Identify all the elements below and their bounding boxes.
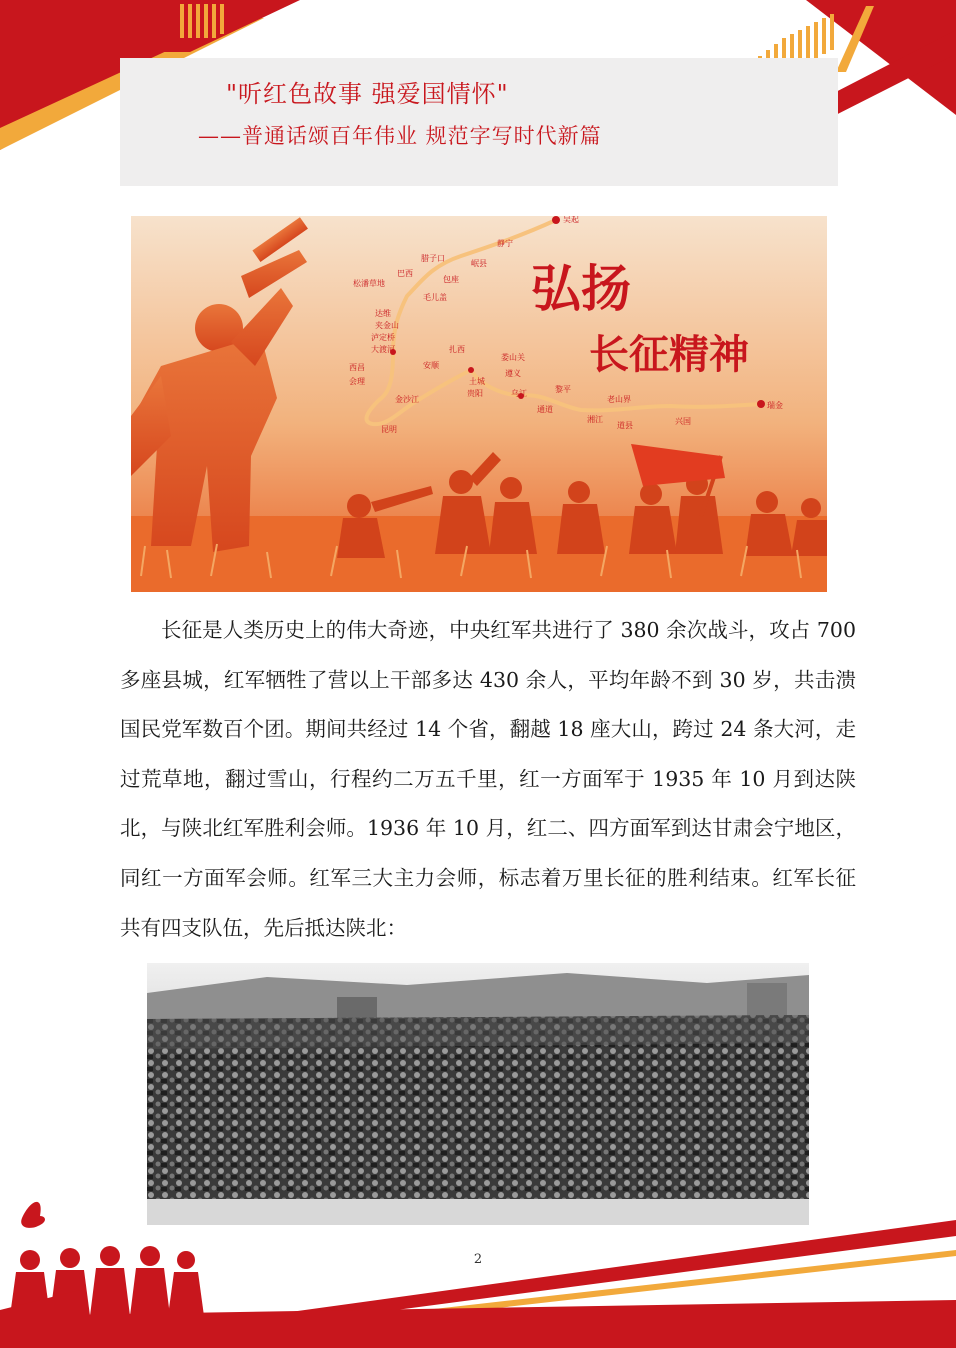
map-label: 巴西 [397,269,413,278]
page-subtitle: ——普通话颂百年伟业 规范字写时代新篇 [198,124,602,148]
map-label: 大渡河 [371,345,395,354]
map-label: 昆明 [381,425,397,434]
map-label: 通道 [537,405,553,414]
map-label: 岷县 [471,259,487,268]
page-title: "听红色故事 强爱国情怀" [226,80,509,108]
map-label: 夹金山 [375,321,399,330]
map-label: 乌江 [511,389,527,398]
map-label: 包座 [443,275,459,284]
map-label: 松潘草地 [353,279,385,288]
map-label: 遵义 [505,369,521,378]
footer-decoration [0,1190,956,1348]
map-label: 瑞金 [767,401,783,410]
map-label: 老山界 [607,395,631,404]
long-march-banner-image [131,216,827,592]
map-label: 泸定桥 [371,333,395,342]
map-label: 吴起 [563,216,579,224]
map-label: 湘江 [587,415,603,424]
body-paragraph: 长征是人类历史上的伟大奇迹，中央红军共进行了 380 余次战斗，攻占 700 多座县城，红军牺牲了营以上干部多达 430 余人，平均年龄不到 30 岁，共击溃国民党军数百个团。期间共经过 14 个省，翻越 18 座大山，跨过 24 条大河，走过荒草地，翻过雪山，行程约二万五千里，红一方面军于 1935 年 10 月到达陕北，与陕北红军胜利会师。1936 年 10 月，红二、四方面军到达甘肃会宁地区，同红一方面军会师。红军三大主力会师，标志着万里长征的胜利结束。红军长征共有四支队伍，先后抵达陕北： [120,618,856,940]
map-label: 会理 [349,377,365,386]
page-number: 2 [473,1252,483,1267]
map-label: 毛儿盖 [423,293,447,302]
map-label: 兴国 [675,417,691,426]
map-label: 静宁 [497,239,513,248]
map-label: 腊子口 [421,254,445,263]
map-label: 贵阳 [467,389,483,398]
historical-photo [147,963,809,1225]
map-label: 黎平 [555,385,571,394]
map-label: 金沙江 [395,395,419,404]
map-label: 扎西 [449,345,465,354]
map-label: 娄山关 [501,353,525,362]
map-label: 道县 [617,421,633,430]
map-label: 土城 [469,377,485,386]
map-label: 西昌 [349,363,365,372]
banner-headline-1: 弘扬 [531,260,631,318]
map-label: 安顺 [423,361,439,370]
banner-headline-2: 长征精神 [589,332,749,378]
map-label: 达维 [375,309,391,318]
